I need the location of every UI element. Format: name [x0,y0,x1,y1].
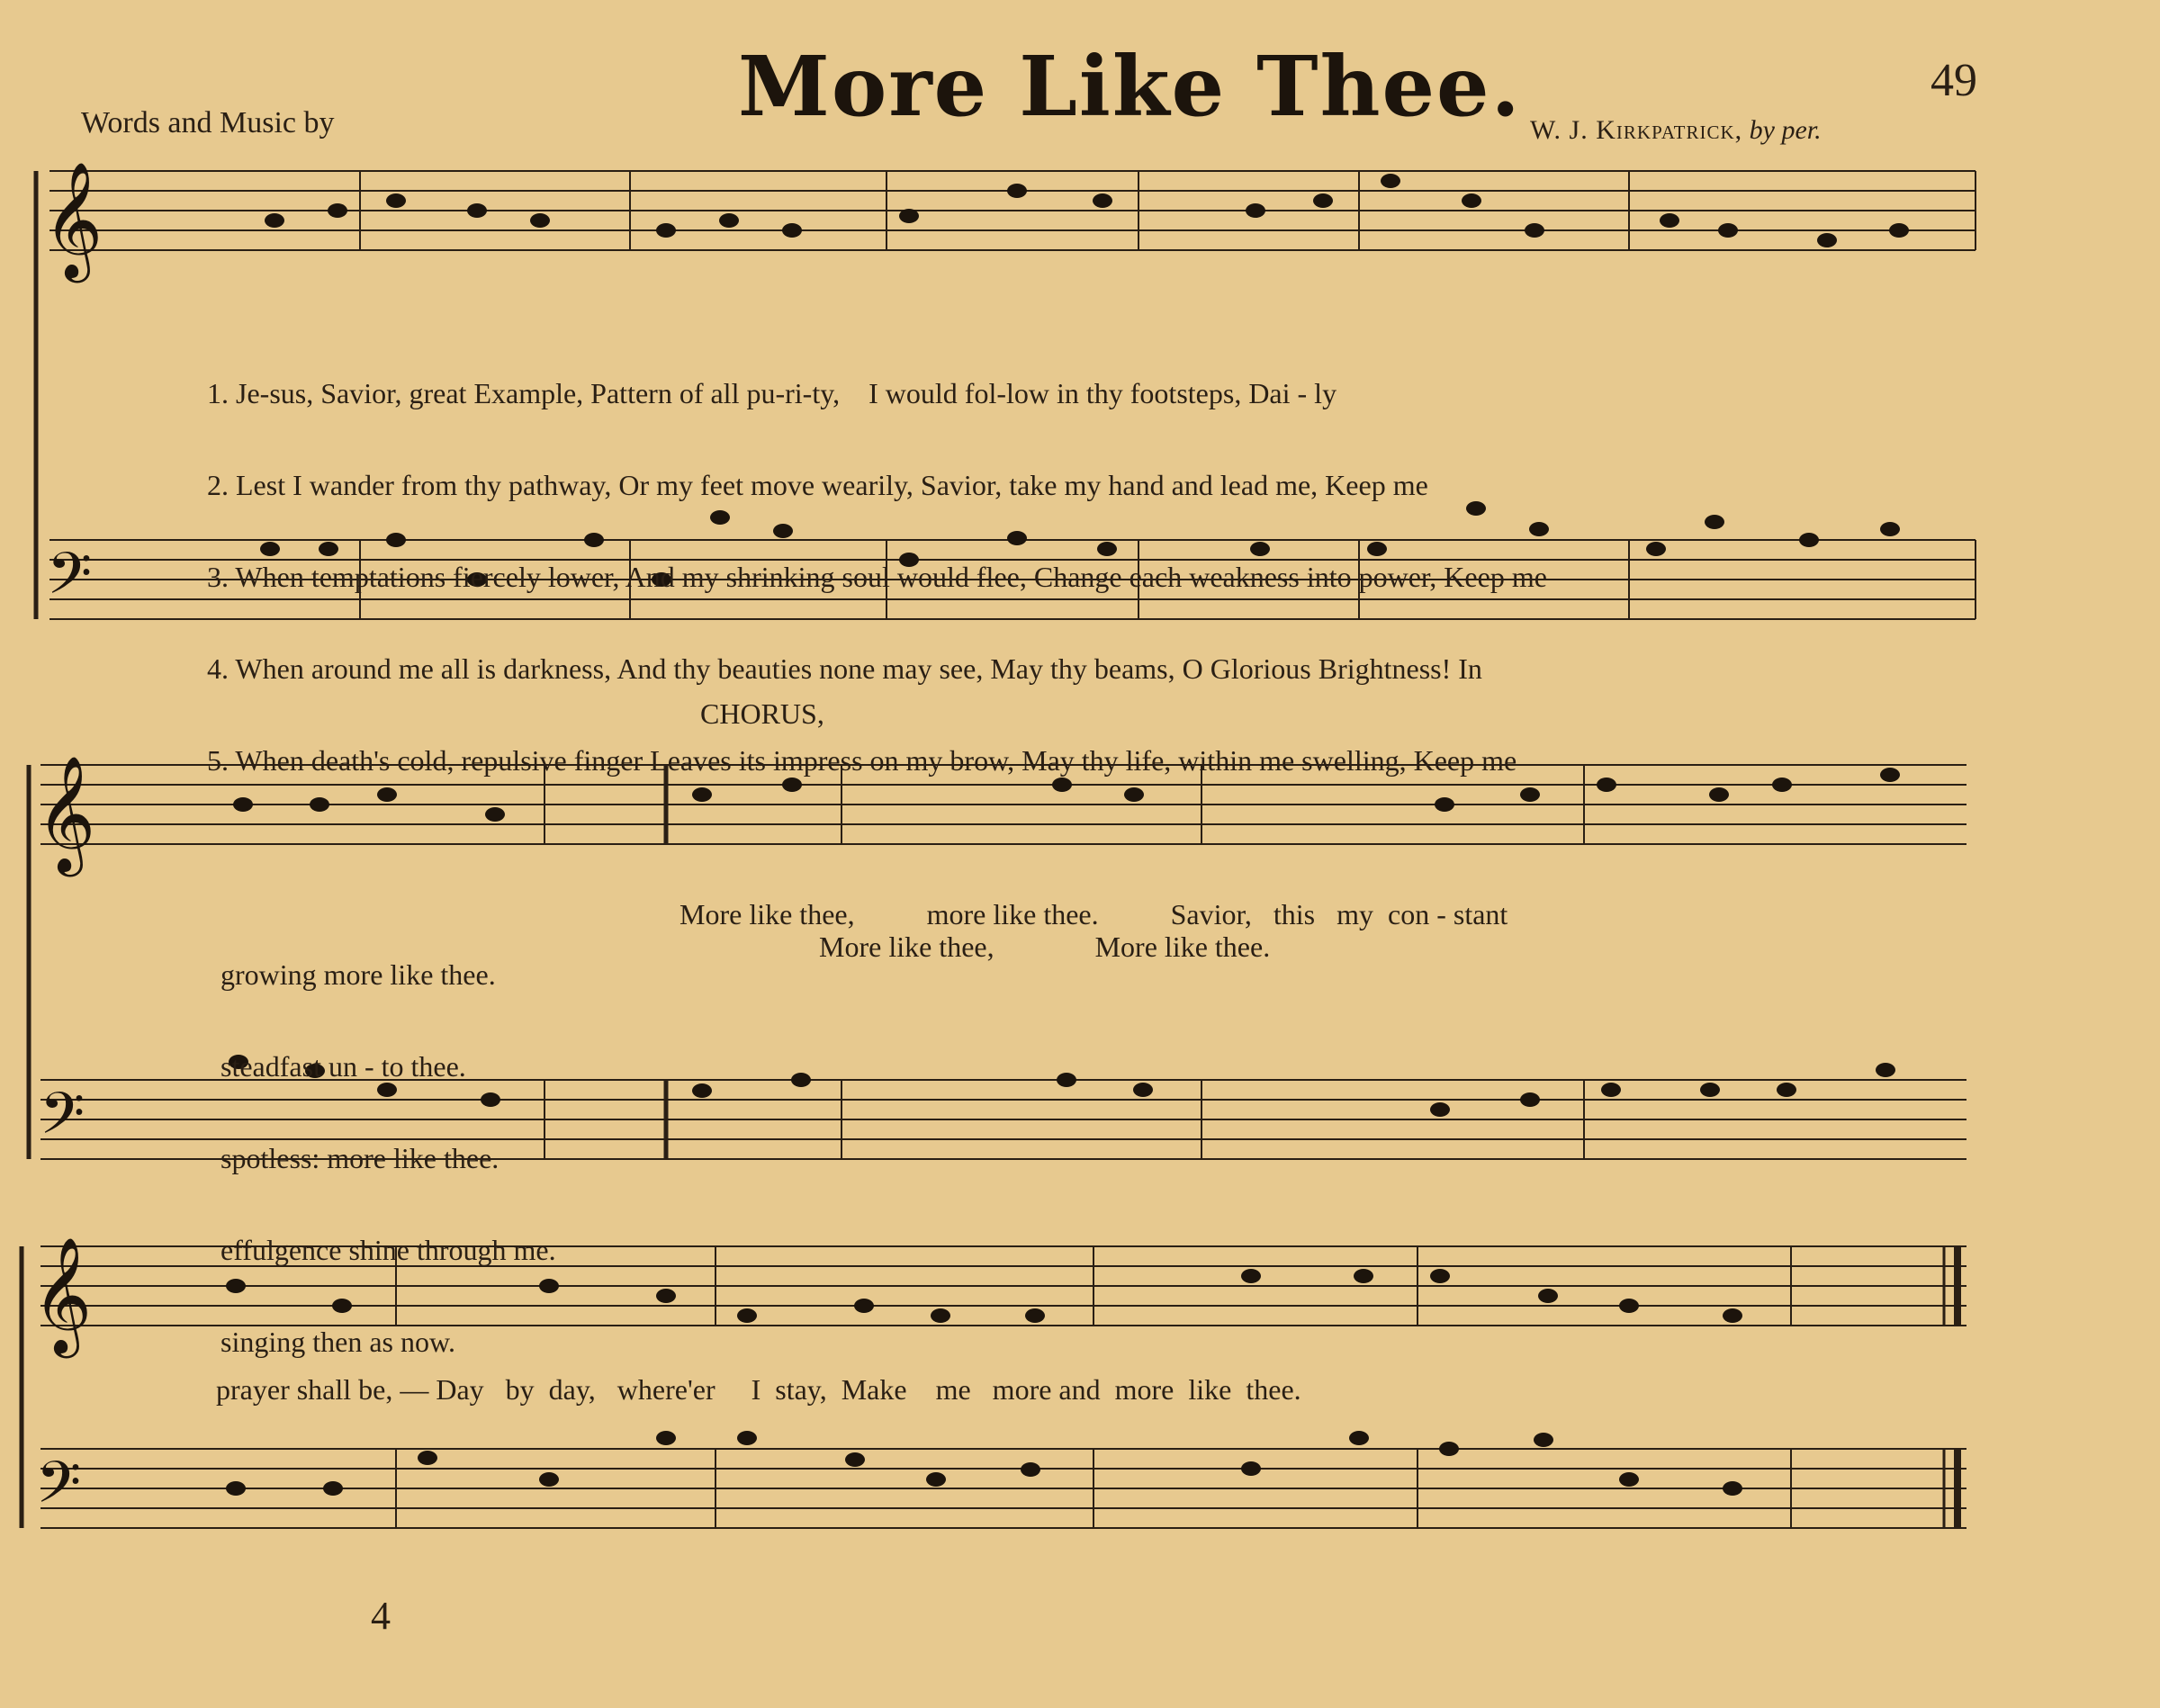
verse-ending: growing more like thee. [220,958,496,991]
signature-number: 4 [371,1594,391,1638]
verse-line: 1. Je-sus, Savior, great Example, Pattern of all pu-ri-ty, I would fol-low in thy footsteps, Dai - ly [207,377,1337,409]
verse-line: 3. When temptations fiercely lower, And my shrinking soul would flee, Change each weakness into power, Keep me [207,561,1547,593]
credit-left: Words and Music by [81,106,335,139]
system-3-lyrics: prayer shall be, — Day by day, where'er I stay, Make me more and more like thee. [216,1373,1301,1406]
verse-ending: spotless: more like thee. [220,1142,500,1174]
bass-clef-icon: 𝄢 [36,1450,82,1531]
treble-clef-icon: 𝄞 [32,1236,93,1353]
verse-line: 4. When around me all is darkness, And thy beauties none may see, May thy beams, O Glorious Brightness! In [207,652,1482,685]
chorus-lyrics-line-1: More like thee, more like thee. Savior, this my con - stant [680,898,1508,930]
treble-clef-icon: 𝄞 [43,161,104,278]
chorus-lyrics-line-2: More like thee, More like thee. [819,930,1271,963]
verse-line: 5. When death's cold, repulsive finger Leaves its impress on my brow, May thy life, within me swelling, Keep me [207,744,1517,777]
bass-clef-icon: 𝄢 [47,541,93,622]
page-number: 49 [1930,55,1977,106]
permission-note: by per. [1749,115,1822,145]
verse-ending: effulgence shine through me. [220,1234,556,1266]
verse-ending: steadfast un - to thee. [220,1050,466,1083]
chorus-label: CHORUS, [700,697,824,730]
page-title: More Like Thee. [738,38,1522,135]
verse-ending: singing then as now. [220,1326,456,1358]
verse-endings [220,898,556,1418]
composer-name: W. J. Kirkpatrick, [1530,115,1743,145]
verse-lyrics [207,317,1547,837]
bass-clef-icon: 𝄢 [40,1081,86,1162]
treble-clef-icon: 𝄞 [36,755,96,872]
verse-line: 2. Lest I wander from thy pathway, Or my feet move wearily, Savior, take my hand and lead me, Keep me [207,469,1428,501]
